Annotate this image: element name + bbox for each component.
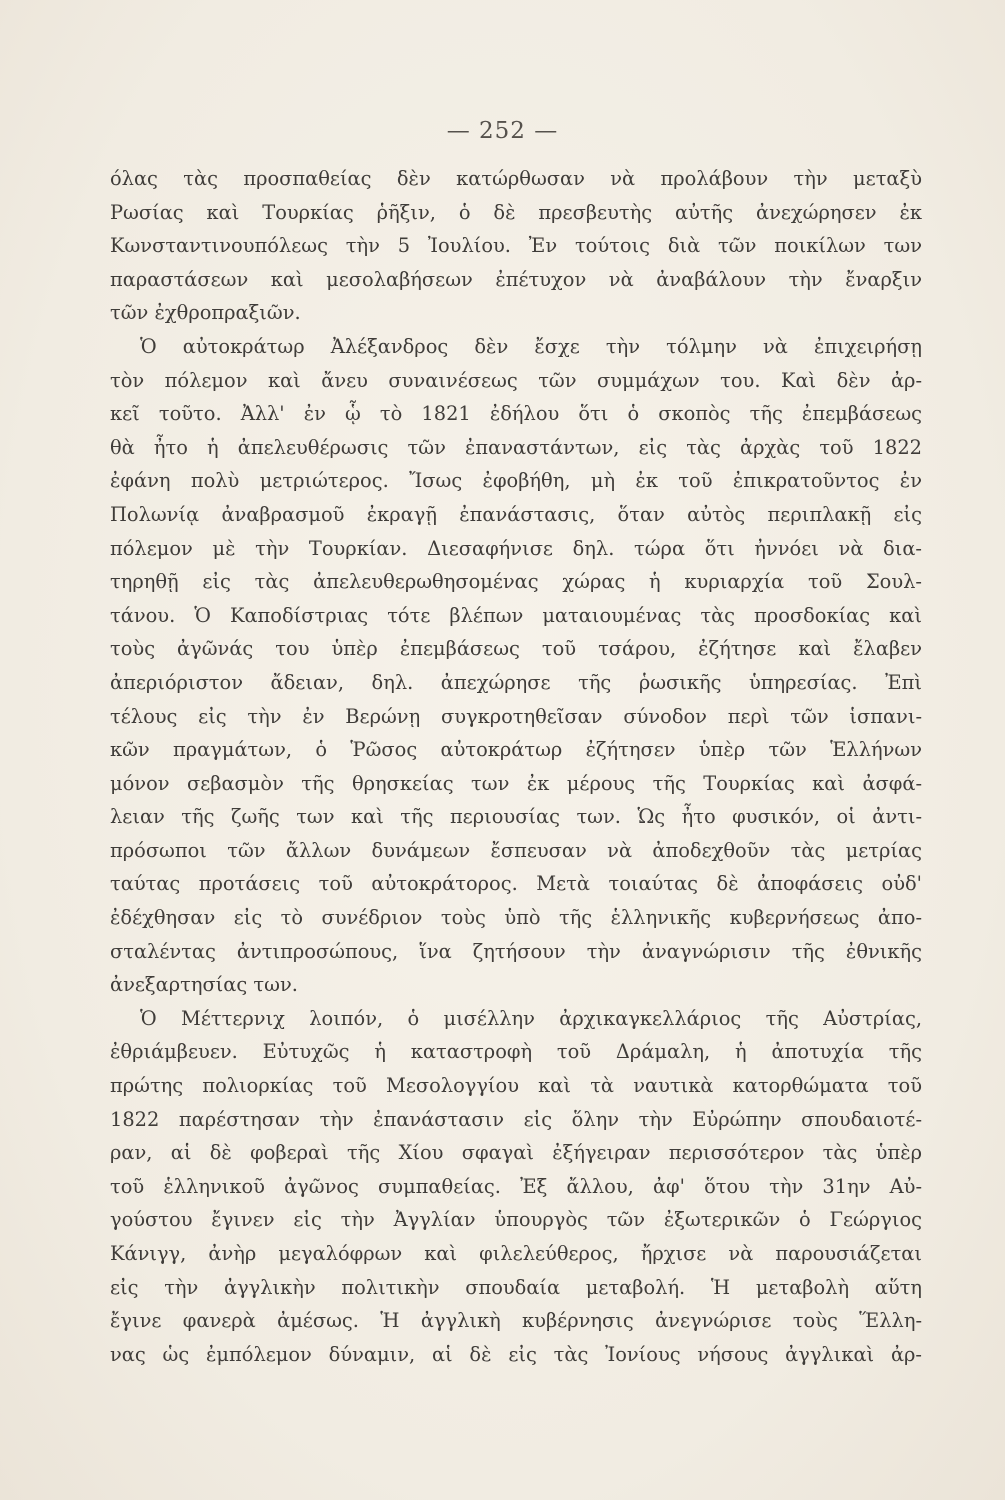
text-line: Ρωσίας καὶ Τουρκίας ῥῆξιν, ὁ δὲ πρεσβευτὴς αὐτῆς ἀνεχώρησεν ἐκ — [110, 200, 922, 224]
text-line: Πολωνίᾳ ἀναβρασμοῦ ἐκραγῇ ἐπανάστασις, ὅταν αὐτὸς περιπλακῇ εἰς — [110, 502, 922, 526]
text-line: ἐφάνη πολὺ μετριώτερος. Ἴσως ἐφοβήθη, μὴ ἐκ τοῦ ἐπικρατοῦντος ἐν — [110, 469, 922, 493]
text-line: λειαν τῆς ζωῆς των καὶ τῆς περιουσίας των. Ὡς ἦτο φυσικόν, οἱ ἀντι- — [110, 805, 922, 829]
paragraph — [110, 162, 922, 330]
text-line: θὰ ἦτο ἡ ἀπελευθέρωσις τῶν ἐπαναστάντων, εἰς τὰς ἀρχὰς τοῦ 1822 — [110, 435, 922, 459]
text-line: ραν, αἱ δὲ φοβεραὶ τῆς Χίου σφαγαὶ ἐξήγειραν περισσότερον τὰς ὑπὲρ — [110, 1141, 922, 1165]
paragraph — [110, 1002, 922, 1372]
text-line: μόνον σεβασμὸν τῆς θρησκείας των ἐκ μέρους τῆς Τουρκίας καὶ ἀσφά- — [110, 771, 922, 795]
text-line: Ὁ αὐτοκράτωρ Ἀλέξανδρος δὲν ἔσχε τὴν τόλμην νὰ ἐπιχειρήσῃ — [140, 334, 922, 358]
text-line: ἔγινε φανερὰ ἀμέσως. Ἡ ἀγγλικὴ κυβέρνησις ἀνεγνώρισε τοὺς Ἕλλη- — [110, 1309, 922, 1333]
text-line: τηρηθῇ εἰς τὰς ἀπελευθερωθησομένας χώρας ἡ κυριαρχία τοῦ Σουλ- — [110, 570, 922, 594]
text-line: Ὁ Μέττερνιχ λοιπόν, ὁ μισέλλην ἀρχικαγκελλάριος τῆς Αὐστρίας, — [140, 1006, 922, 1030]
page-number: — 252 — — [446, 118, 559, 144]
text-line: ἐδέχθησαν εἰς τὸ συνέδριον τοὺς ὑπὸ τῆς ἑλληνικῆς κυβερνήσεως ἀπο- — [110, 906, 922, 930]
text-line: τοὺς ἀγῶνάς του ὑπὲρ ἐπεμβάσεως τοῦ τσάρου, ἐζήτησε καὶ ἔλαβεν — [110, 637, 922, 661]
paragraph — [110, 330, 922, 1002]
body-text — [110, 162, 922, 1371]
text-line: παραστάσεων καὶ μεσολαβήσεων ἐπέτυχον νὰ ἀναβάλουν τὴν ἔναρξιν — [110, 267, 922, 291]
text-line: κῶν πραγμάτων, ὁ Ῥῶσος αὐτοκράτωρ ἐζήτησεν ὑπὲρ τῶν Ἑλλήνων — [110, 738, 922, 762]
text-line: γούστου ἔγινεν εἰς τὴν Ἀγγλίαν ὑπουργὸς τῶν ἐξωτερικῶν ὁ Γεώργιος — [110, 1208, 922, 1232]
text-line: τοῦ ἑλληνικοῦ ἀγῶνος συμπαθείας. Ἐξ ἄλλου, ἀφ' ὅτου τὴν 31ην Αὐ- — [110, 1174, 922, 1198]
text-line: τῶν ἐχθροπραξιῶν. — [110, 301, 301, 325]
text-line: σταλέντας ἀντιπροσώπους, ἵνα ζητήσουν τὴν ἀναγνώρισιν τῆς ἐθνικῆς — [110, 939, 922, 963]
text-line: κεῖ τοῦτο. Ἀλλ' ἐν ᾧ τὸ 1821 ἐδήλου ὅτι ὁ σκοπὸς τῆς ἐπεμβάσεως — [110, 402, 922, 426]
text-line: τὸν πόλεμον καὶ ἄνευ συναινέσεως τῶν συμμάχων του. Καὶ δὲν ἀρ- — [110, 368, 922, 392]
text-line: ἐθριάμβευεν. Εὐτυχῶς ἡ καταστροφὴ τοῦ Δράμαλη, ἡ ἀποτυχία τῆς — [110, 1040, 922, 1064]
text-line: Κάνιγγ, ἀνὴρ μεγαλόφρων καὶ φιλελεύθερος, ἤρχισε νὰ παρουσιάζεται — [110, 1242, 922, 1265]
text-line: πρώτης πολιορκίας τοῦ Μεσολογγίου καὶ τὰ ναυτικὰ κατορθώματα τοῦ — [110, 1074, 922, 1098]
text-line: ἀνεξαρτησίας των. — [110, 973, 298, 997]
text-line: εἰς τὴν ἀγγλικὴν πολιτικὴν σπουδαία μεταβολή. Ἡ μεταβολὴ αὕτη — [110, 1275, 922, 1299]
text-line: Κωνσταντινουπόλεως τὴν 5 Ἰουλίου. Ἐν τούτοις διὰ τῶν ποικίλων των — [110, 234, 922, 258]
text-line: νας ὡς ἐμπόλεμον δύναμιν, αἱ δὲ εἰς τὰς Ἰονίους νήσους ἀγγλικαὶ ἀρ- — [110, 1342, 922, 1366]
text-line: όλας τὰς προσπαθείας δὲν κατώρθωσαν νὰ προλάβουν τὴν μεταξὺ — [110, 167, 922, 190]
text-line: ταύτας προτάσεις τοῦ αὐτοκράτορος. Μετὰ τοιαύτας δὲ ἀποφάσεις οὐδ' — [110, 872, 922, 896]
text-line: τέλους εἰς τὴν ἐν Βερώνῃ συγκροτηθεῖσαν σύνοδον περὶ τῶν ἱσπανι- — [110, 704, 922, 728]
text-line: 1822 παρέστησαν τὴν ἐπανάστασιν εἰς ὅλην τὴν Εὐρώπην σπουδαιοτέ- — [110, 1107, 922, 1131]
text-line: πρόσωποι τῶν ἄλλων δυνάμεων ἔσπευσαν νὰ ἀποδεχθοῦν τὰς μετρίας — [110, 838, 922, 862]
text-line: τάνου. Ὁ Καποδίστριας τότε βλέπων ματαιουμένας τὰς προσδοκίας καὶ — [110, 603, 922, 627]
text-line: πόλεμον μὲ τὴν Τουρκίαν. Διεσαφήνισε δηλ. τώρα ὅτι ἠννόει νὰ δια- — [110, 536, 922, 560]
text-line: ἀπεριόριστον ἄδειαν, δηλ. ἀπεχώρησε τῆς ῥωσικῆς ὑπηρεσίας. Ἐπὶ — [110, 670, 922, 694]
